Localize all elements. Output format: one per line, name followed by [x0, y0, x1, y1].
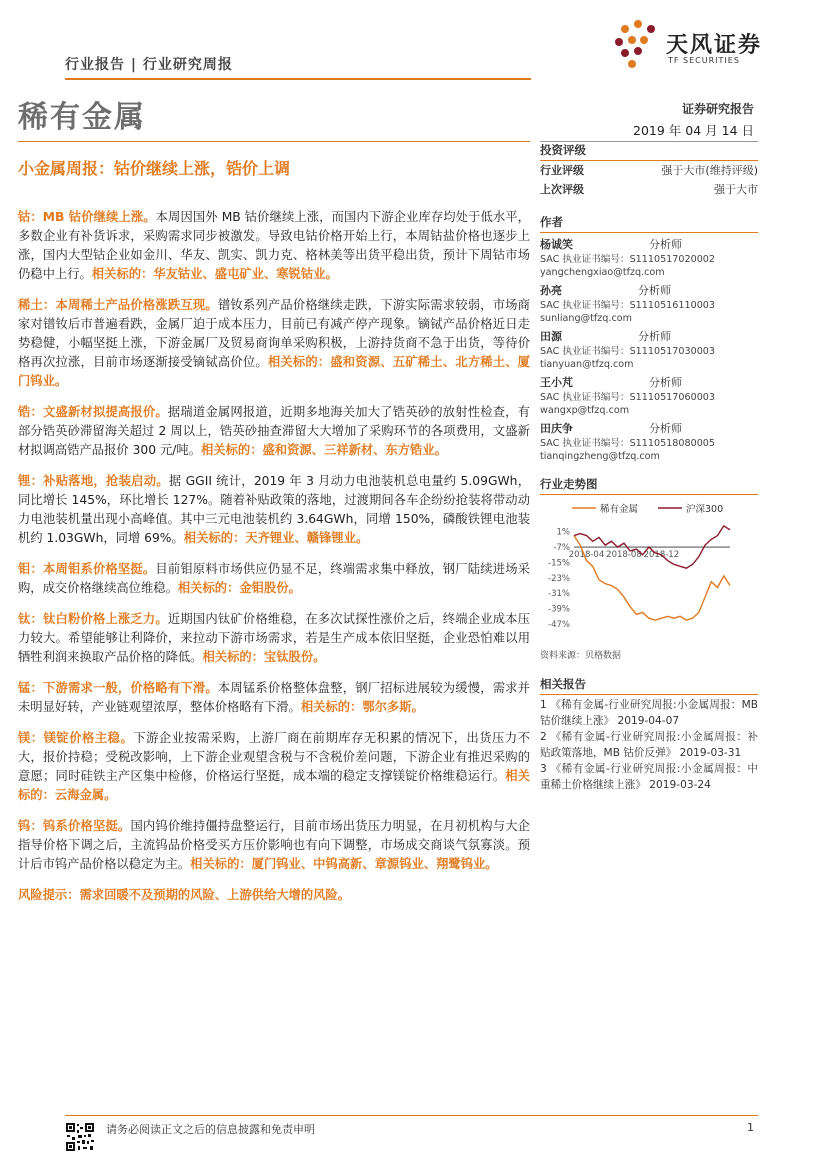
footer-divider — [65, 1115, 758, 1116]
paragraph-titanium — [18, 610, 530, 667]
paragraph-text: 国内钨价维持僵持盘整运行，目前市场出货压力明显，在月初机构与大企指导价格下调之后，主流钨品价格受买方压价影响也有向下调整，市场成交商谈气氛寡淡。预计后市钨产品价格以稳定为主。 — [18, 819, 530, 871]
logo-name: 天风证券 — [666, 33, 763, 58]
analyst-cert: SAC 执业证书编号：S1110517030003 — [540, 346, 716, 357]
paragraph-rare-earth — [18, 296, 530, 391]
y-tick-label: -47% — [548, 620, 570, 630]
paragraph-lead: 锂：补贴落地，抢装启动。 — [18, 474, 169, 488]
rating-row — [540, 180, 758, 199]
qr-code-icon — [65, 1122, 95, 1152]
report-label: 证券研究报告 — [681, 102, 754, 116]
analyst-name: 王小芃 — [540, 376, 573, 389]
related-heading: 相关报告 — [540, 676, 758, 695]
page-number: 1 — [747, 1121, 754, 1134]
related-stocks: 相关标的：天齐锂业、赣锋锂业。 — [183, 531, 369, 545]
related-report-link[interactable]: 1 《稀有金属-行业研究周报:小金属周报：MB 钴价继续上涨》 2019-04-07 — [540, 699, 758, 727]
rating-value: 强于大市(维持评级) — [661, 164, 758, 177]
logo-english: TF SECURITIES — [668, 56, 740, 65]
related-stocks: 相关标的：盛和资源、五矿稀土、北方稀土、厦门钨业。 — [18, 355, 530, 388]
paragraph-lead: 钛：钛白粉价格上涨乏力。 — [18, 612, 168, 626]
analyst-name: 田庆争 — [540, 422, 573, 435]
related-stocks: 相关标的：金钼股份。 — [177, 581, 301, 595]
y-tick-label: -7% — [553, 543, 570, 554]
analyst-email[interactable]: yangchengxiao@tfzq.com — [540, 267, 665, 278]
analyst-email[interactable]: tianyuan@tfzq.com — [540, 359, 634, 370]
x-tick-label: 2018-12 — [643, 550, 680, 561]
paragraph-text: 据 GGII 统计，2019 年 3 月动力电池装机总电量约 5.09GWh，同比增长 145%，环比增长 127%。随着补贴政策的落地，过渡期间各车企纷纷抢装将带动动力电池装机量出现小高峰值。其中三元电池装机约 3.64GWh，同增 150%，磷酸铁锂电池装机约 1.03GWh，同增 69%。 — [18, 474, 530, 545]
rating-key: 上次评级 — [540, 183, 584, 196]
series-line — [574, 536, 730, 621]
logo-mark-icon — [610, 18, 666, 74]
report-date: 2019 年 04 月 14 日 — [633, 123, 754, 138]
analyst-card — [540, 283, 758, 325]
report-body — [18, 208, 530, 917]
paragraph-tungsten — [18, 817, 530, 874]
paragraph-lead: 钨：钨系价格坚挺。 — [18, 819, 131, 833]
paragraph-text: 镨钕系列产品价格继续走跌，下游实际需求较弱，市场商家对镨钕后市普遍看跌，金属厂迫于成本压力，目前已有减产停产现象。镝铽产品价格近日走势稳健，小幅坚挺上涨，下游金属厂及贸易商询单采购积极，上游持货商不急于出货，等待价格再次拉涨，目前市场逐渐接受镝铽高价位。 — [18, 298, 530, 369]
analyst-cert: SAC 执业证书编号：S1110518080005 — [540, 438, 716, 449]
related-stocks: 相关标的：云海金属。 — [18, 769, 530, 802]
analyst-card — [540, 421, 758, 463]
report-title: 小金属周报：钴价继续上涨，锆价上调 — [18, 159, 291, 178]
analyst-card — [540, 329, 758, 371]
analyst-email[interactable]: wangxp@tfzq.com — [540, 405, 630, 416]
related-stocks: 相关标的：宝钛股份。 — [202, 650, 326, 664]
header-divider — [65, 78, 531, 80]
chart-source: 资料来源：贝格数据 — [540, 651, 622, 661]
risk-warning: 风险提示：需求回暖不及预期的风险、上游供给大增的风险。 — [18, 888, 351, 902]
paragraph-lead: 锰：下游需求一般，价格略有下滑。 — [18, 681, 218, 695]
paragraph-text: 本周因国外 MB 钴价继续上涨，而国内下游企业库存均处于低水平，多数企业有补货诉求，采购需求同步被激发。导致电钴价格开始上行，本周钴盐价格也逐步上涨，国内大型钴企业如金川、华友、凯实、凯力克、格林美等出货平稳出货，预计下周钴市场仍稳中上行。 — [18, 210, 530, 281]
related-report-link[interactable]: 2 《稀有金属-行业研究周报:小金属周报：补贴政策落地，MB 钴价反弹》 2019-03-31 — [540, 731, 758, 759]
rating-section — [540, 142, 758, 199]
y-tick-label: -15% — [548, 558, 570, 569]
paragraph-lead: 稀土：本周稀土产品价格涨跌互现。 — [18, 298, 218, 312]
paragraph-molybdenum — [18, 560, 530, 598]
analyst-role: 分析师 — [638, 284, 671, 297]
related-report-list — [540, 697, 758, 793]
analyst-name: 孙亮 — [540, 284, 562, 297]
paragraph-lithium — [18, 472, 530, 548]
analyst-role: 分析师 — [638, 330, 671, 343]
x-tick-label: 2018-08 — [606, 550, 642, 561]
footer-disclaimer: 请务必阅读正文之后的信息披露和免责申明 — [106, 1123, 315, 1136]
related-stocks: 相关标的：鄂尔多斯。 — [300, 700, 424, 714]
y-tick-label: -31% — [548, 589, 570, 600]
y-tick-label: -39% — [548, 604, 570, 615]
related-stocks: 相关标的：厦门钨业、中钨高新、章源钨业、翔鹭钨业。 — [190, 857, 498, 871]
analyst-role: 分析师 — [649, 422, 682, 435]
rating-heading: 投资评级 — [540, 142, 758, 161]
trend-heading: 行业走势图 — [540, 476, 758, 495]
x-tick-label: 2018-04 — [568, 550, 605, 561]
paragraph-magnesium — [18, 729, 530, 805]
paragraph-text: 本周锰系价格整体盘整，钢厂招标进展较为缓慢，需求并未明显好转，产业链观望浓厚，整体价格略有下滑。 — [18, 681, 530, 714]
paragraph-text: 下游企业按需采购，上游厂商在前期库存无积累的情况下，出货压力不大，报价持稳；受税改影响，上下游企业观望含税与不含税价差问题，下游企业有推迟采购的意愿；同时硅铁主产区集中检修，价格运行坚挺，成本端的稳定支撑镁锭价格维稳运行。 — [18, 731, 530, 783]
legend-label: 沪深300 — [686, 504, 724, 515]
industry-trend-chart — [540, 494, 758, 640]
related-report-link[interactable]: 3 《稀有金属-行业研究周报:小金属周报：中重稀土价格继续上涨》 2019-03-24 — [540, 763, 758, 791]
title-divider — [18, 141, 530, 142]
sector-title: 稀有金属 — [18, 100, 146, 135]
analyst-name: 田源 — [540, 330, 562, 343]
paragraph-risk — [18, 886, 530, 905]
analyst-cert: SAC 执业证书编号：S1110517060003 — [540, 392, 716, 403]
analyst-cert: SAC 执业证书编号：S1110516110003 — [540, 300, 716, 311]
paragraph-manganese — [18, 679, 530, 717]
paragraph-zirconium — [18, 403, 530, 460]
related-section — [540, 676, 758, 695]
paragraph-lead: 镁：镁锭价格主稳。 — [18, 731, 134, 745]
analyst-name: 杨诚笑 — [540, 238, 573, 251]
analyst-role: 分析师 — [649, 376, 682, 389]
author-section — [540, 214, 758, 463]
related-stocks: 相关标的：华友钴业、盛屯矿业、寒锐钴业。 — [91, 267, 338, 281]
author-heading: 作者 — [540, 214, 758, 233]
analyst-email[interactable]: tianqingzheng@tfzq.com — [540, 451, 660, 462]
analyst-card — [540, 237, 758, 279]
paragraph-text: 目前钼原料市场供应仍显不足，终端需求集中释放，钢厂陆续进场采购，成交价格继续高位维稳。 — [18, 562, 530, 595]
paragraph-cobalt — [18, 208, 530, 284]
paragraph-lead: 锆：文盛新材拟提高报价。 — [18, 405, 168, 419]
y-tick-label: 1% — [556, 527, 570, 538]
paragraph-text: 近期国内钛矿价格维稳，在多次试探性涨价之后，终端企业成本压力较大。希望能够让利降价，来拉动下游市场需求，若是生产成本依旧坚挺，企业恐怕难以用牺牲利润来换取产品价格的降低。 — [18, 612, 530, 664]
report-type: 行业报告 | 行业研究周报 — [65, 57, 233, 73]
analyst-card — [540, 375, 758, 417]
analyst-cert: SAC 执业证书编号：S1110517020002 — [540, 254, 716, 265]
trend-section — [540, 476, 758, 495]
analyst-email[interactable]: sunliang@tfzq.com — [540, 313, 632, 324]
related-stocks: 相关标的：盛和资源、三祥新材、东方锆业。 — [201, 443, 447, 457]
rating-row — [540, 161, 758, 180]
legend-label: 稀有金属 — [600, 504, 639, 515]
rating-key: 行业评级 — [540, 164, 584, 177]
paragraph-lead: 钴：MB 钴价继续上涨。 — [18, 210, 156, 224]
paragraph-text: 据瑞道金属网报道，近期多地海关加大了锆英砂的放射性检查，有部分锆英砂滞留海关超过 2 周以上，锆英砂抽查滞留大大增加了采购环节的各项费用，文盛新材拟调高锆产品报价 300 元/吨。 — [18, 405, 530, 457]
paragraph-lead: 钼：本周钼系价格坚挺。 — [18, 562, 156, 576]
analyst-role: 分析师 — [649, 238, 682, 251]
rating-value: 强于大市 — [714, 183, 758, 196]
y-tick-label: -23% — [548, 573, 570, 584]
